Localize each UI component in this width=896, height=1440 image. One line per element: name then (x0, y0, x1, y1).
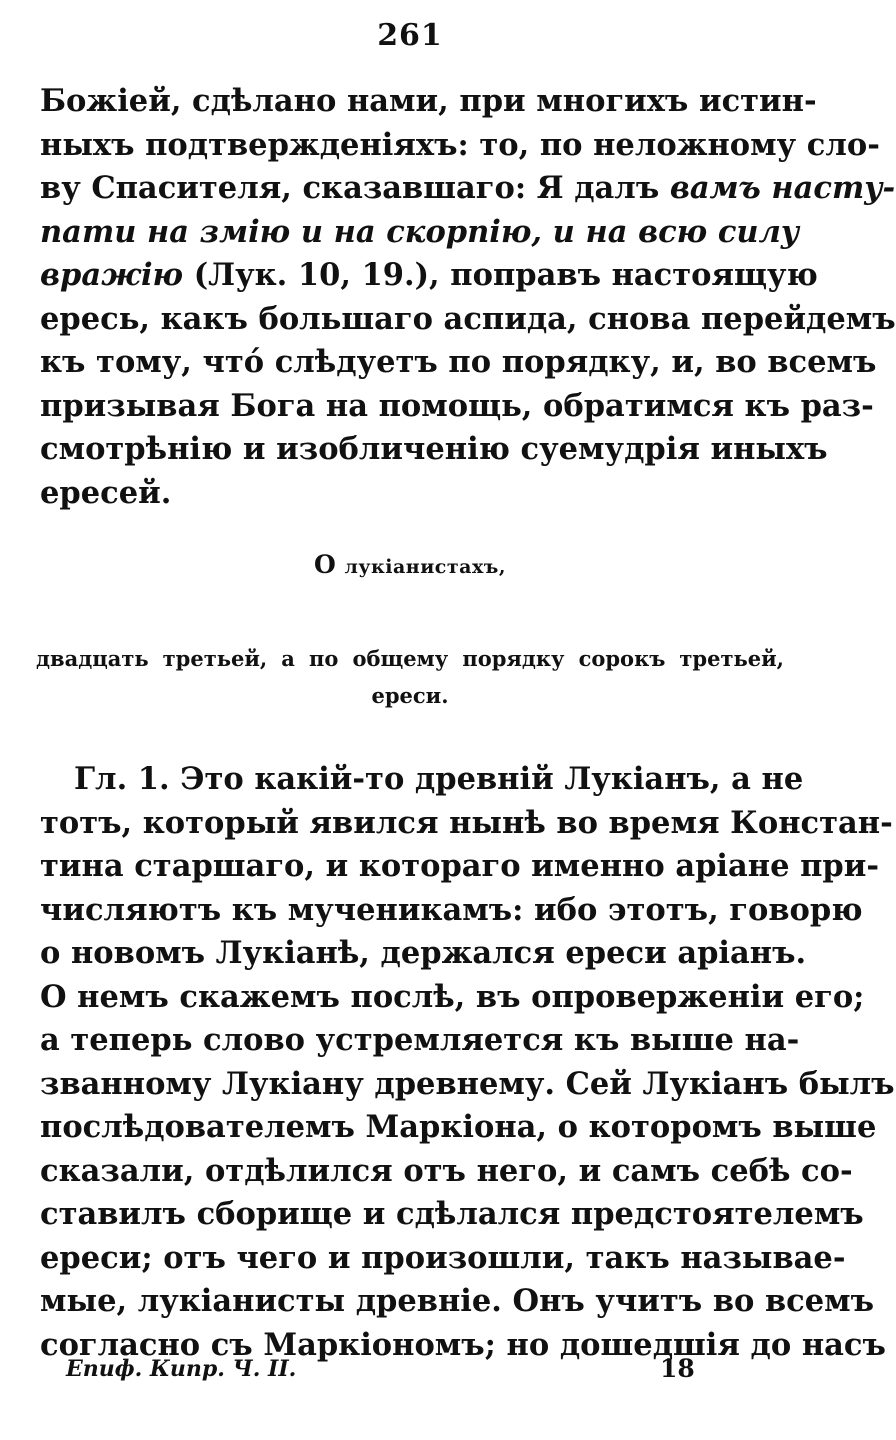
text-line: ставилъ сборище и сдѣлался предстоятелемъ (40, 1196, 864, 1232)
text-line: смотрѣнію и изобличенію суемудрія иныхъ (40, 431, 828, 467)
text-line: а теперь слово устремляется къ выше на- (40, 1022, 800, 1058)
text-line: къ тому, чтó слѣдуетъ по порядку, и, во всемъ (40, 344, 877, 380)
paragraph-intro (40, 80, 896, 515)
text-line: о новомъ Лукіанѣ, держался ереси аріанъ. (40, 935, 807, 971)
paragraph-chapter-1 (40, 758, 895, 1367)
page-number: 261 (377, 18, 443, 53)
text-line: званному Лукіану древнему. Сей Лукіанъ былъ (40, 1065, 895, 1102)
text-line: пати на змію и на скорпію, и на всю силу (40, 213, 800, 250)
subtitle-line: ереси. (371, 683, 449, 708)
section-subtitle (36, 640, 784, 714)
text-line: ныхъ подтвержденіяхъ: то, по неложному сло- (40, 126, 880, 163)
text-line: мые, лукіанисты древніе. Онъ учитъ во всемъ (40, 1283, 875, 1319)
subtitle-line: двадцать третьей, а по общему порядку сорокъ третьей, (36, 646, 784, 671)
text-line: послѣдователемъ Маркіона, о которомъ выше (40, 1109, 877, 1145)
text-line: тина старшаго, и котораго именно аріане при- (40, 848, 880, 884)
signature-mark: Епиф. Кипр. Ч. II. (66, 1356, 297, 1382)
text-line: Божіей, сдѣлано нами, при многихъ истин- (40, 83, 817, 119)
sheet-number: 18 (660, 1354, 695, 1383)
text-line: ересей. (40, 474, 172, 511)
text-line: призывая Бога на помощь, обратимся къ раз- (40, 387, 874, 424)
text-line: ереси; отъ чего и произошли, такъ называе- (40, 1239, 846, 1276)
text-line: числяютъ къ мученикамъ: ибо этотъ, говорю (40, 891, 863, 928)
text-line: ву Спасителя, сказавшаго: Я далъ вамъ насту- (40, 170, 896, 206)
text-line: тотъ, который явился нынѣ во время Констан- (40, 804, 893, 841)
text-line: вражію (Лук. 10, 19.), поправъ настоящую (40, 257, 818, 293)
text-line: О немъ скажемъ послѣ, въ опроверженіи его; (40, 978, 865, 1015)
text-line: согласно съ Маркіономъ; но дошедшія до насъ (40, 1326, 886, 1363)
text-line: Гл. 1. Это какій-то древній Лукіанъ, а не (74, 761, 804, 797)
text-line: сказали, отдѣлился отъ него, и самъ себѣ со- (40, 1152, 853, 1189)
section-title: О лукіанистахъ, (314, 550, 506, 579)
text-line: ересь, какъ большаго аспида, снова перейдемъ (40, 300, 896, 337)
